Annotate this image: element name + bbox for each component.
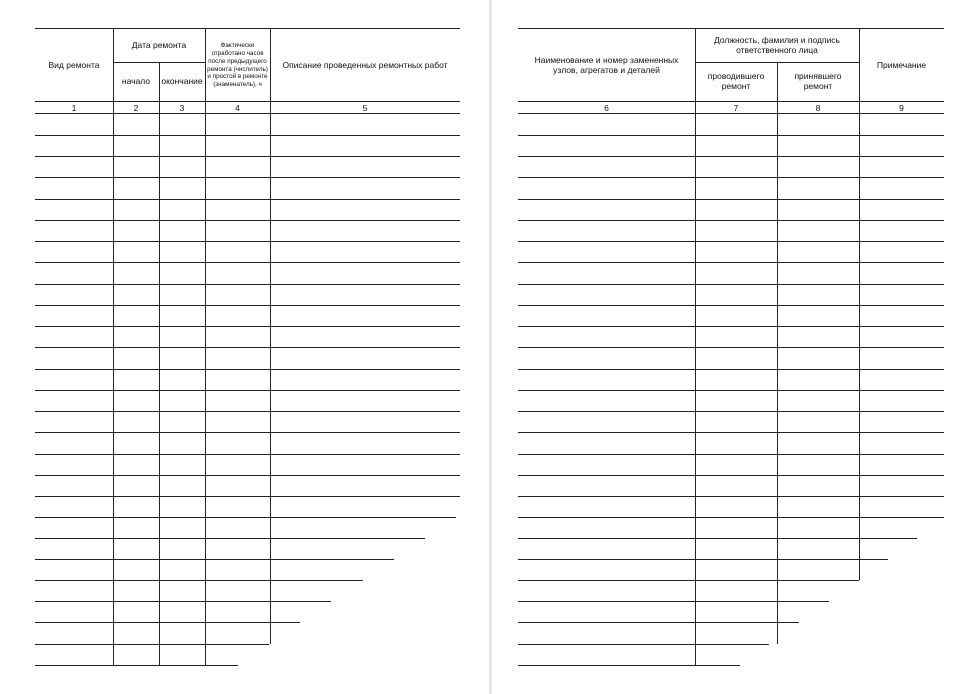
right-page	[492, 0, 979, 694]
column-number: 5	[362, 103, 368, 113]
header-responsible-person: Должность, фамилия и подпись ответственного лица	[714, 34, 840, 55]
header-repair-date: Дата ремонта	[131, 39, 187, 50]
header-replaced-parts: Наименование и номер замененных узлов, агрегатов и деталей	[534, 54, 679, 75]
header-repair-type: Вид ремонта	[48, 59, 100, 70]
column-number: 3	[179, 103, 185, 113]
header-description: Описание проведенных ремонтных работ	[282, 59, 448, 70]
left-page	[0, 0, 489, 694]
column-number: 9	[899, 103, 904, 113]
column-number: 8	[815, 103, 821, 113]
header-note: Примечание	[876, 59, 927, 70]
column-number: 2	[133, 103, 139, 113]
column-number: 7	[733, 103, 739, 113]
header-accepted-repair: принявшего ремонт	[794, 71, 842, 91]
header-end: окончание	[161, 76, 203, 87]
column-number: 4	[235, 103, 240, 113]
column-number: 1	[71, 103, 77, 113]
column-number: 6	[604, 103, 609, 113]
header-performed-repair: проводившего ремонт	[707, 71, 765, 91]
header-start: начало	[121, 76, 151, 87]
header-hours-worked: Фактически отработано часов после предыдущего ремонта (числитель) и простой в ремонте (знаменатель), ч	[207, 42, 268, 88]
